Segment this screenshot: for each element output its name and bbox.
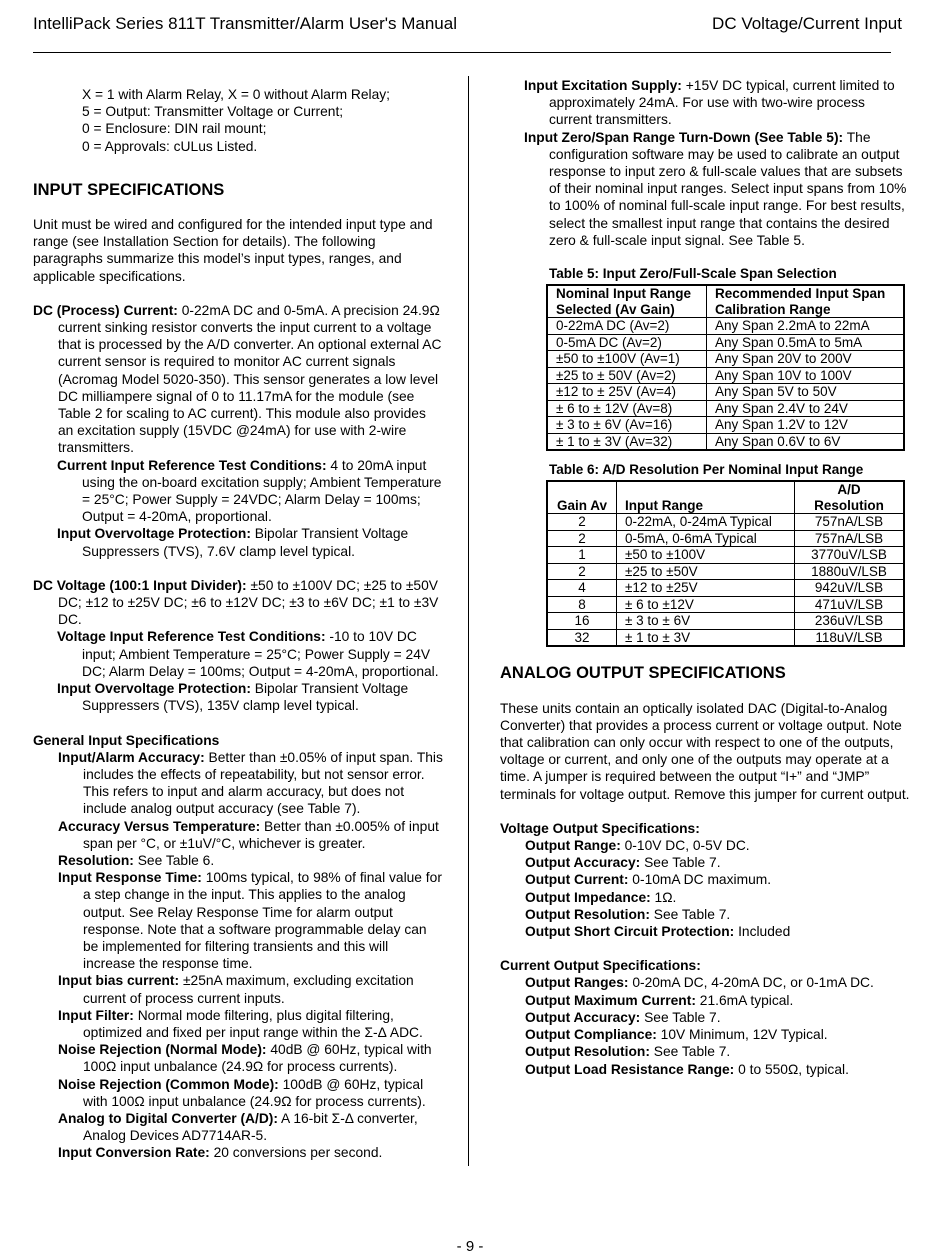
output-spec-item bbox=[500, 992, 910, 1009]
output-spec-item bbox=[500, 1043, 910, 1060]
spec-label: Output Compliance: bbox=[525, 1027, 657, 1043]
table-cell: Any Span 0.5mA to 5mA bbox=[707, 334, 905, 351]
table-row bbox=[547, 318, 904, 335]
output-spec-item bbox=[500, 854, 910, 871]
table5 bbox=[546, 284, 905, 451]
table-cell: Any Span 1.2V to 12V bbox=[707, 417, 905, 434]
table-cell: 2 bbox=[547, 563, 617, 580]
current-ovp-text: Bipolar Transient Voltage Suppressers (TVS), 7.6V clamp level typical. bbox=[82, 526, 409, 559]
general-spec-item bbox=[33, 1007, 443, 1041]
spec-label: Output Range: bbox=[525, 838, 621, 854]
spec-label: Output Accuracy: bbox=[525, 1009, 641, 1025]
excitation-supply-spec bbox=[500, 77, 910, 129]
general-spec-item bbox=[33, 749, 443, 818]
spec-label: Output Current: bbox=[525, 872, 629, 888]
table-cell: 3770uV/LSB bbox=[795, 547, 905, 564]
table-row bbox=[547, 433, 904, 450]
spec-text: 0-10V DC, 0-5V DC. bbox=[620, 838, 750, 854]
current-ovp-label: Input Overvoltage Protection: bbox=[57, 526, 251, 542]
table-row bbox=[547, 400, 904, 417]
table-cell: 4 bbox=[547, 580, 617, 597]
voltage-ref-conditions bbox=[33, 628, 443, 680]
spec-text: Better than ±0.005% of input span per °C, or ±1uV/°C, whichever is greater. bbox=[83, 818, 439, 851]
table-cell: 8 bbox=[547, 596, 617, 613]
spec-text: See Table 6. bbox=[133, 852, 215, 868]
table-row bbox=[547, 334, 904, 351]
spec-label: Noise Rejection (Normal Mode): bbox=[58, 1042, 267, 1058]
table-cell: Any Span 10V to 100V bbox=[707, 367, 905, 384]
spec-label: Input/Alarm Accuracy: bbox=[58, 749, 205, 765]
table-row bbox=[547, 530, 904, 547]
table6-caption: Table 6: A/D Resolution Per Nominal Input Range bbox=[549, 462, 864, 478]
spec-label: Output Resolution: bbox=[525, 906, 650, 922]
table-row bbox=[547, 596, 904, 613]
input-specs-intro: Unit must be wired and configured for the intended input type and range (see Installation Section for details). The following paragraphs summarize this model’s input types, ranges, and applicable specifications. bbox=[33, 217, 433, 284]
spec-text: 40dB @ 60Hz, typical with 100Ω input unbalance (24.9Ω for process currents). bbox=[83, 1042, 432, 1075]
table-cell: 1 bbox=[547, 547, 617, 564]
voltage-ovp-label: Input Overvoltage Protection: bbox=[57, 681, 251, 697]
model-code-line: 0 = Approvals: cULus Listed. bbox=[82, 138, 258, 154]
dc-current-text: 0-22mA DC and 0-5mA. A precision 24.9Ω current sinking resistor converts the input current to a voltage that is processed by the A/D converter. An optional external AC current sensor is required to monitor AC current signals (Acromag Model 5020-350). This sensor generates a low level DC milliampere signal of 0 to 11.17mA for the module (see Table 2 for scaling to AC current). This module also provides an excitation supply (15VDC @24mA) for use with 2-wire transmitters. bbox=[58, 302, 442, 456]
general-spec-item bbox=[33, 852, 443, 869]
output-spec-item bbox=[500, 837, 910, 854]
table-cell: 32 bbox=[547, 629, 617, 646]
table-cell: ±25 to ± 50V (Av=2) bbox=[547, 367, 707, 384]
table-row bbox=[547, 580, 904, 597]
analog-output-heading: ANALOG OUTPUT SPECIFICATIONS bbox=[500, 664, 786, 683]
spec-text: ±25nA maximum, excluding excitation current of process current inputs. bbox=[83, 973, 414, 1006]
table-cell: ±50 to ±100V (Av=1) bbox=[547, 351, 707, 368]
voltage-output-heading bbox=[500, 820, 910, 837]
voltage-ref-label: Voltage Input Reference Test Conditions: bbox=[57, 629, 326, 645]
output-spec-item bbox=[500, 923, 910, 940]
table-cell: 0-5mA, 0-6mA Typical bbox=[617, 530, 795, 547]
spec-text: 0 to 550Ω, typical. bbox=[734, 1061, 849, 1077]
output-spec-item bbox=[500, 974, 910, 991]
table-row bbox=[547, 629, 904, 646]
table-cell: 471uV/LSB bbox=[795, 596, 905, 613]
table5-header-recommended: Recommended Input Span Calibration Range bbox=[707, 285, 905, 318]
header-section: DC Voltage/Current Input bbox=[712, 14, 902, 33]
table-cell: Any Span 0.6V to 6V bbox=[707, 433, 905, 450]
current-output-heading bbox=[500, 957, 910, 974]
spec-label: Input bias current: bbox=[58, 973, 180, 989]
spec-text: A 16-bit Σ-Δ converter, Analog Devices AD7714AR-5. bbox=[83, 1110, 418, 1144]
table-row bbox=[547, 613, 904, 630]
spec-label: Resolution: bbox=[58, 852, 134, 868]
general-spec-item bbox=[33, 972, 443, 1006]
turndown-label: Input Zero/Span Range Turn-Down (See Table 5): bbox=[524, 129, 844, 145]
table-row bbox=[547, 514, 904, 531]
table6-header-row bbox=[547, 481, 904, 514]
table6-header-gain: Gain Av bbox=[547, 481, 617, 514]
spec-label: Output Impedance: bbox=[525, 889, 651, 905]
general-spec-item bbox=[33, 1144, 443, 1161]
voltage-ovp-text: Bipolar Transient Voltage Suppressers (TVS), 135V clamp level typical. bbox=[82, 681, 409, 714]
table-cell: 118uV/LSB bbox=[795, 629, 905, 646]
spec-text: 1Ω. bbox=[650, 889, 677, 905]
table-row bbox=[547, 417, 904, 434]
table-cell: ± 1 to ± 3V bbox=[617, 629, 795, 646]
table-row bbox=[547, 367, 904, 384]
table-cell: 16 bbox=[547, 613, 617, 630]
table-cell: Any Span 2.4V to 24V bbox=[707, 400, 905, 417]
dc-voltage-label: DC Voltage (100:1 Input Divider): bbox=[33, 577, 247, 593]
output-spec-item bbox=[500, 1009, 910, 1026]
spec-label: Output Short Circuit Protection: bbox=[525, 924, 735, 940]
table-cell: ± 3 to ± 6V (Av=16) bbox=[547, 417, 707, 434]
spec-label: Input Conversion Rate: bbox=[58, 1145, 210, 1161]
excitation-label: Input Excitation Supply: bbox=[524, 78, 682, 93]
output-spec-item bbox=[500, 906, 910, 923]
right-column bbox=[500, 77, 910, 1078]
table-cell: 0-5mA DC (Av=2) bbox=[547, 334, 707, 351]
model-code-line: X = 1 with Alarm Relay, X = 0 without Alarm Relay; bbox=[82, 87, 391, 102]
voltage-output-title: Voltage Output Specifications: bbox=[500, 820, 700, 836]
current-output-list bbox=[500, 974, 910, 1077]
model-code-line: 5 = Output: Transmitter Voltage or Current; bbox=[82, 104, 344, 120]
general-input-heading bbox=[33, 732, 443, 749]
spec-label: Output Maximum Current: bbox=[525, 992, 696, 1008]
general-spec-item bbox=[33, 869, 443, 972]
table-cell: ± 1 to ± 3V (Av=32) bbox=[547, 433, 707, 450]
general-spec-item bbox=[33, 1110, 443, 1144]
table-cell: 757nA/LSB bbox=[795, 514, 905, 531]
spec-label: Input Response Time: bbox=[58, 870, 202, 886]
spec-text: 10V Minimum, 12V Typical. bbox=[656, 1027, 828, 1043]
table-cell: 236uV/LSB bbox=[795, 613, 905, 630]
page-number: - 9 - bbox=[456, 1238, 484, 1255]
output-spec-item bbox=[500, 1026, 910, 1043]
general-spec-item bbox=[33, 818, 443, 852]
table-cell: Any Span 20V to 200V bbox=[707, 351, 905, 368]
spec-text: Normal mode filtering, plus digital filtering, optimized and fixed per input range within the Σ-Δ ADC. bbox=[83, 1007, 423, 1040]
general-spec-item bbox=[33, 1041, 443, 1075]
spec-text: Included bbox=[734, 924, 791, 940]
table-row bbox=[547, 563, 904, 580]
spec-label: Output Load Resistance Range: bbox=[525, 1061, 735, 1077]
analog-output-intro: These units contain an optically isolated DAC (Digital-to-Analog Converter) that provides a process current or voltage output. Note that calibration can only occur with respect to one of the outputs, voltage or current, and only one of the outputs may operate at a time. A jumper is required between the output “I+” and “JMP” terminals for voltage output. Remove this jumper for current output. bbox=[500, 700, 910, 802]
turndown-text: The configuration software may be used to calibrate an output response to input zero & full-scale values that are subsets of their nominal input ranges. Select input spans from 10% to 100% of nominal full-scale input range. For best results, select the smallest input range that contains the desired zero & full-scale input signal. See Table 5. bbox=[549, 129, 907, 248]
spec-text: 100ms typical, to 98% of final value for a step change in the input. This applies to the analog output. See Relay Response Time for alarm output response. Note that a software programmable delay can be implemented for filtering transients and this will increase the response time. bbox=[83, 870, 442, 972]
current-ref-conditions bbox=[33, 457, 443, 526]
spec-label: Output Accuracy: bbox=[525, 855, 641, 871]
dc-voltage-spec bbox=[33, 577, 443, 629]
spec-text: 100dB @ 60Hz, typical with 100Ω input unbalance (24.9Ω for process currents). bbox=[83, 1076, 426, 1109]
spec-label: Noise Rejection (Common Mode): bbox=[58, 1076, 279, 1092]
table6-header-range: Input Range bbox=[617, 481, 795, 514]
spec-text: 0-10mA DC maximum. bbox=[628, 872, 772, 888]
output-spec-item bbox=[500, 1061, 910, 1078]
table-cell: Any Span 5V to 50V bbox=[707, 384, 905, 401]
table-cell: 942uV/LSB bbox=[795, 580, 905, 597]
column-divider bbox=[468, 76, 469, 1166]
spec-label: Accuracy Versus Temperature: bbox=[58, 818, 261, 834]
table-cell: ±25 to ±50V bbox=[617, 563, 795, 580]
spec-text: See Table 7. bbox=[649, 1044, 731, 1060]
table-cell: ±50 to ±100V bbox=[617, 547, 795, 564]
spec-text: Better than ±0.05% of input span. This includes the effects of repeatability, but not sensor error. This refers to input and alarm accuracy, but does not include analog output accuracy (see Table 7). bbox=[83, 749, 443, 817]
general-spec-item bbox=[33, 1076, 443, 1110]
table-cell: 2 bbox=[547, 530, 617, 547]
table5-header-nominal: Nominal Input Range Selected (Av Gain) bbox=[547, 285, 707, 318]
table-cell: ±12 to ± 25V (Av=4) bbox=[547, 384, 707, 401]
output-spec-item bbox=[500, 871, 910, 888]
current-ref-text: 4 to 20mA input using the on-board excitation supply; Ambient Temperature = 25°C; Power Supply = 24VDC; Alarm Delay = 100ms; Output = 4-20mA, proportional. bbox=[82, 457, 442, 525]
spec-label: Input Filter: bbox=[58, 1007, 134, 1023]
current-ovp bbox=[33, 525, 443, 559]
excitation-text: +15V DC typical, current limited to approximately 24mA. For use with two-wire process current transmitters. bbox=[549, 78, 895, 128]
model-code-line: 0 = Enclosure: DIN rail mount; bbox=[82, 121, 267, 137]
spec-text: 21.6mA typical. bbox=[695, 992, 794, 1008]
left-column bbox=[33, 86, 443, 1162]
table-row bbox=[547, 547, 904, 564]
general-input-title: General Input Specifications bbox=[33, 732, 220, 748]
spec-label: Output Resolution: bbox=[525, 1044, 650, 1060]
table-cell: ± 3 to ± 6V bbox=[617, 613, 795, 630]
table5-header-row bbox=[547, 285, 904, 318]
spec-text: 20 conversions per second. bbox=[209, 1145, 383, 1161]
spec-label: Analog to Digital Converter (A/D): bbox=[58, 1110, 278, 1126]
table-row bbox=[547, 384, 904, 401]
general-input-list bbox=[33, 749, 443, 1162]
voltage-ovp bbox=[33, 680, 443, 714]
input-specs-heading: INPUT SPECIFICATIONS bbox=[33, 180, 225, 199]
table5-caption: Table 5: Input Zero/Full-Scale Span Selection bbox=[549, 266, 837, 282]
spec-text: See Table 7. bbox=[640, 855, 721, 871]
table-cell: 0-22mA, 0-24mA Typical bbox=[617, 514, 795, 531]
voltage-output-list bbox=[500, 837, 910, 940]
table6-header-resolution: A/D Resolution bbox=[795, 481, 905, 514]
dc-current-spec bbox=[33, 302, 443, 457]
table-cell: 757nA/LSB bbox=[795, 530, 905, 547]
table-cell: ± 6 to ±12V bbox=[617, 596, 795, 613]
spec-label: Output Ranges: bbox=[525, 975, 629, 991]
table-cell: 2 bbox=[547, 514, 617, 531]
header-rule bbox=[33, 52, 891, 53]
table-row bbox=[547, 351, 904, 368]
table-cell: ±12 to ±25V bbox=[617, 580, 795, 597]
voltage-ref-text: -10 to 10V DC input; Ambient Temperature = 25°C; Power Supply = 24V DC; Alarm Delay = 100ms; Output = 4-20mA, proportional. bbox=[82, 629, 439, 679]
header-title: IntelliPack Series 811T Transmitter/Alarm User's Manual bbox=[33, 14, 457, 33]
spec-text: 0-20mA DC, 4-20mA DC, or 0-1mA DC. bbox=[628, 975, 874, 991]
table-cell: 1880uV/LSB bbox=[795, 563, 905, 580]
dc-voltage-text: ±50 to ±100V DC; ±25 to ±50V DC; ±12 to ±25V DC; ±6 to ±12V DC; ±3 to ±6V DC; ±1 to ±3V DC. bbox=[58, 577, 439, 628]
spec-text: See Table 7. bbox=[640, 1009, 721, 1025]
output-spec-item bbox=[500, 889, 910, 906]
table6 bbox=[546, 480, 905, 647]
dc-current-label: DC (Process) Current: bbox=[33, 302, 178, 318]
table-cell: 0-22mA DC (Av=2) bbox=[547, 318, 707, 335]
table-cell: ± 6 to ± 12V (Av=8) bbox=[547, 400, 707, 417]
spec-text: See Table 7. bbox=[649, 906, 731, 922]
turndown-spec bbox=[500, 129, 910, 249]
current-ref-label: Current Input Reference Test Conditions: bbox=[57, 457, 327, 473]
current-output-title: Current Output Specifications: bbox=[500, 958, 701, 974]
table-cell: Any Span 2.2mA to 22mA bbox=[707, 318, 905, 335]
